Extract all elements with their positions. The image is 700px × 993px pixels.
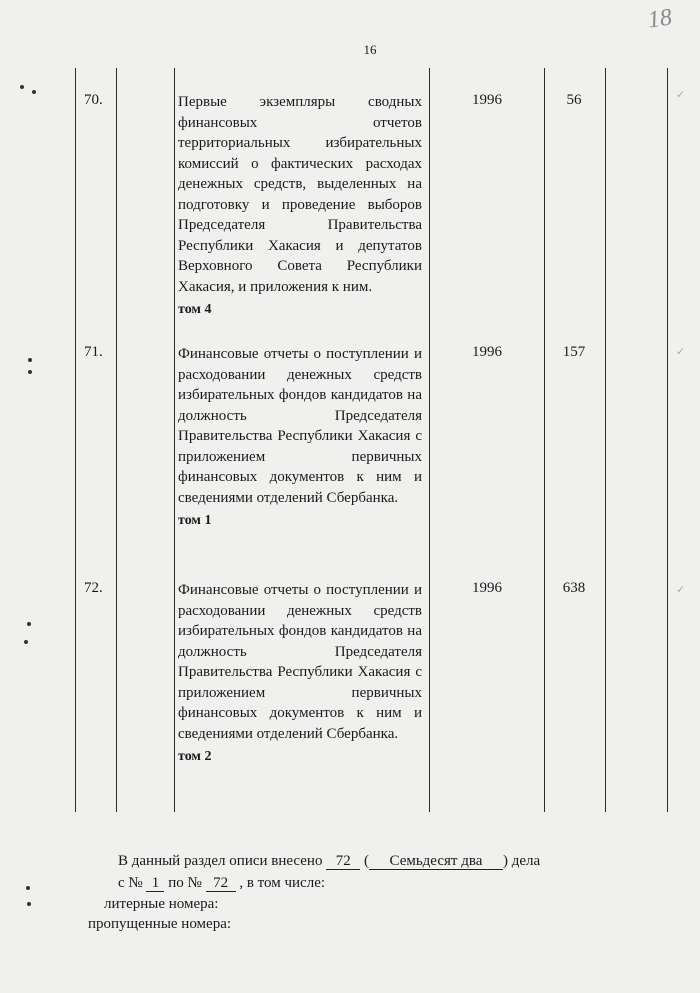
volume-label: том 2 bbox=[178, 749, 212, 764]
range-prefix: с № bbox=[118, 875, 143, 891]
file-title: Финансовые отчеты о поступлении и расходовании денежных средств избирательных фондов кандидатов на должность Председателя Правительства Республики Хакасия с приложением первичных финансовых документов к ним и сведениями отделений Сбербанка. bbox=[178, 582, 422, 742]
literal-numbers-label: литерные номера: bbox=[104, 896, 219, 912]
row-number: 70. bbox=[84, 92, 103, 108]
file-description bbox=[178, 580, 422, 768]
punch-hole bbox=[27, 902, 31, 906]
year-cell: 1996 bbox=[472, 580, 502, 596]
page-number: 16 bbox=[363, 42, 377, 57]
year-cell: 1996 bbox=[472, 92, 502, 108]
file-description bbox=[178, 92, 422, 321]
summary-line-1: В данный раздел описи внесено 72 ( Семьдесят два ) дела bbox=[118, 853, 541, 869]
table-rule bbox=[544, 68, 545, 812]
sheet-count-cell: 638 bbox=[562, 580, 586, 596]
count-in-words: Семьдесят два bbox=[369, 853, 503, 870]
missing-numbers-label: пропущенные номера: bbox=[88, 916, 232, 932]
summary-suffix: дела bbox=[511, 853, 541, 869]
table-rule bbox=[605, 68, 606, 812]
handwritten-sheet-number: 18 bbox=[646, 4, 674, 34]
volume-label: том 4 bbox=[178, 302, 212, 317]
range-suffix: , в том числе: bbox=[239, 875, 326, 891]
table-rule bbox=[667, 68, 668, 812]
file-title: Первые экземпляры сводных финансовых отчетов территориальных избирательных комиссий о фактических расходах денежных средств, выделенных на подготовку и проведение выборов Председателя Правительства Республики Хакасия и депутатов Верховного Совета Республики Хакасия, и приложения к ним. bbox=[178, 94, 422, 295]
row-number: 71. bbox=[84, 344, 103, 360]
punch-hole bbox=[28, 370, 32, 374]
range-mid: по № bbox=[168, 875, 202, 891]
check-mark: ✓ bbox=[676, 584, 686, 596]
punch-hole bbox=[27, 622, 31, 626]
year-cell: 1996 bbox=[472, 344, 502, 360]
check-mark: ✓ bbox=[676, 89, 686, 101]
file-description bbox=[178, 344, 422, 532]
count-number: 72 bbox=[326, 853, 360, 870]
summary-prefix: В данный раздел описи внесено bbox=[118, 853, 323, 869]
table-rule bbox=[116, 68, 117, 812]
row-number: 72. bbox=[84, 580, 103, 596]
punch-hole bbox=[32, 90, 36, 94]
volume-label: том 1 bbox=[178, 513, 212, 528]
file-title: Финансовые отчеты о поступлении и расходовании денежных средств избирательных фондов кандидатов на должность Председателя Правительства Республики Хакасия с приложением первичных финансовых документов к ним и сведениями отделений Сбербанка. bbox=[178, 346, 422, 506]
summary-line-2 bbox=[118, 875, 325, 892]
punch-hole bbox=[24, 640, 28, 644]
punch-hole bbox=[26, 886, 30, 890]
range-from: 1 bbox=[146, 875, 164, 892]
punch-hole bbox=[28, 358, 32, 362]
sheet-count-cell: 56 bbox=[566, 92, 582, 108]
table-rule bbox=[75, 68, 76, 812]
punch-hole bbox=[20, 85, 24, 89]
range-to: 72 bbox=[206, 875, 236, 892]
table-rule bbox=[174, 68, 175, 812]
table-rule bbox=[429, 68, 430, 812]
sheet-count-cell: 157 bbox=[562, 344, 586, 360]
check-mark: ✓ bbox=[676, 346, 686, 358]
